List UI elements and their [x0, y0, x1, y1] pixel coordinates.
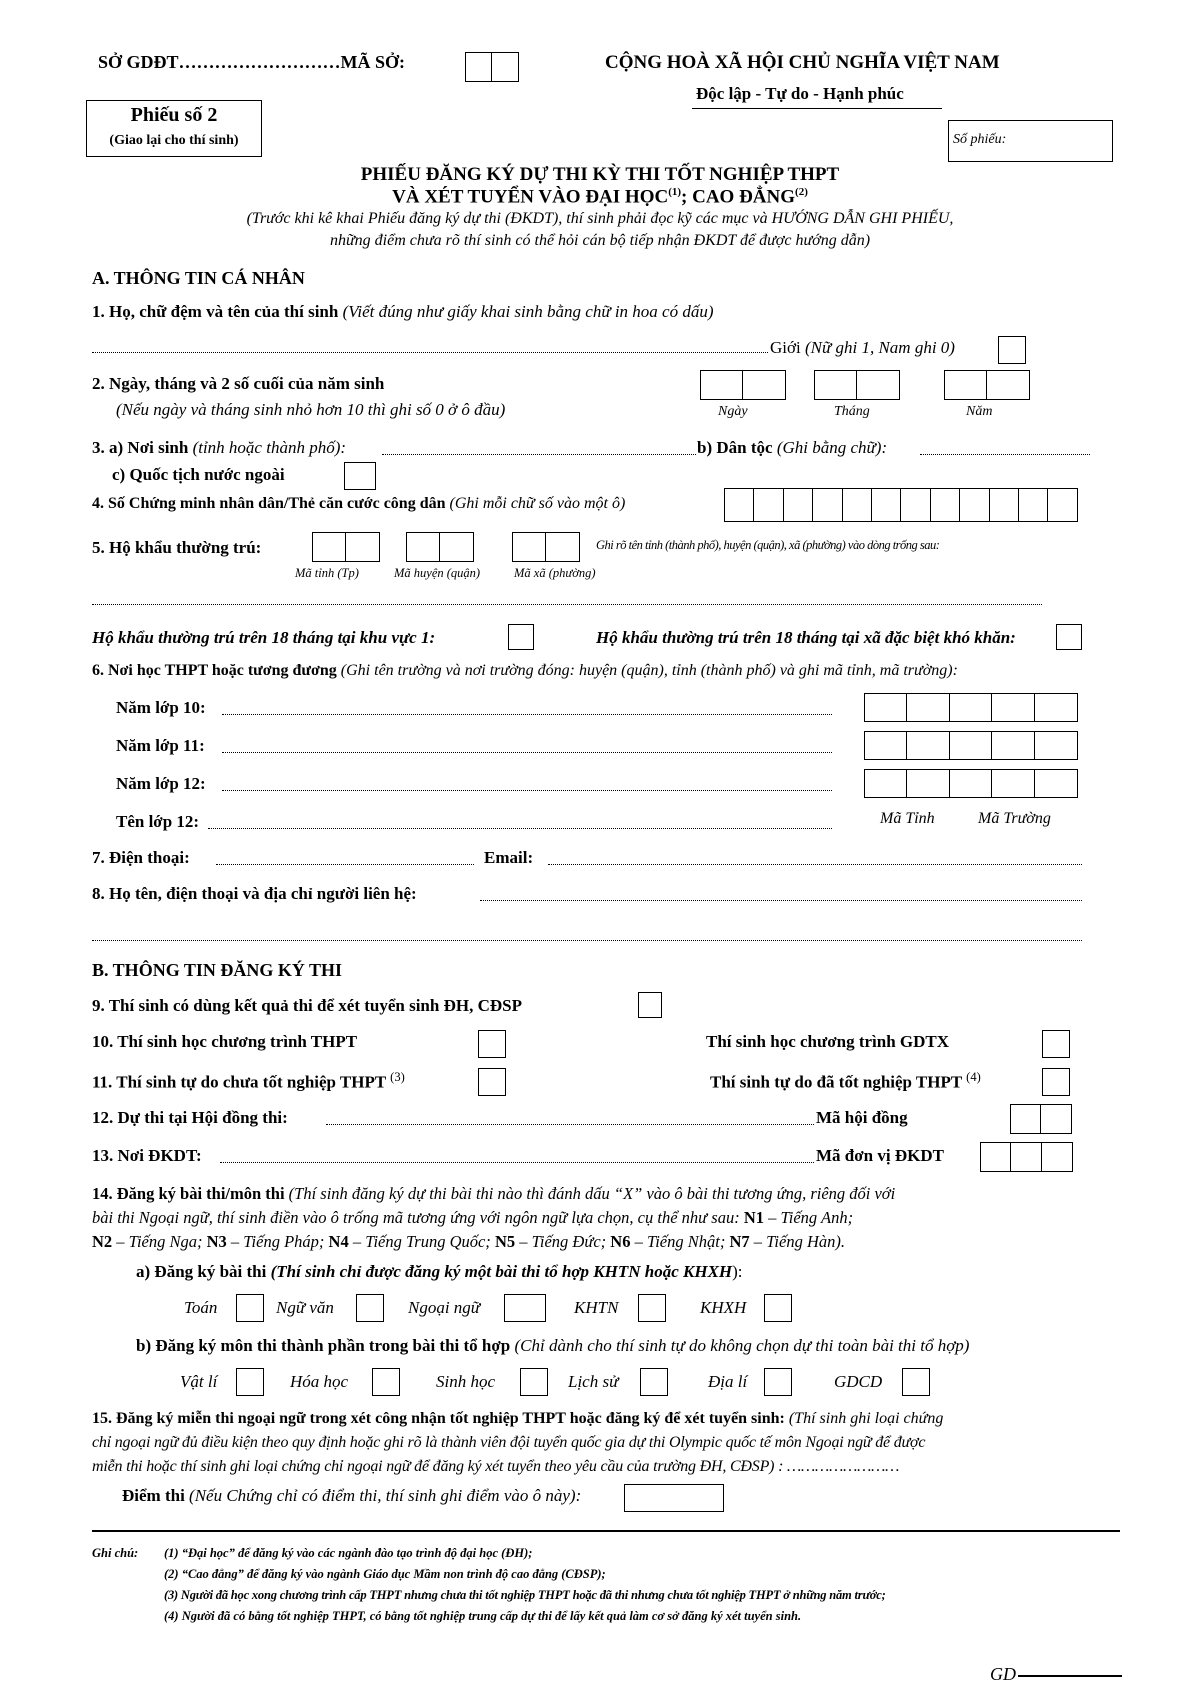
q4-label: 4. Số Chứng minh nhân dân/Thẻ căn cước công dân (Ghi mỗi chữ số vào một ô): [92, 495, 626, 512]
region1-box[interactable]: [508, 624, 534, 650]
grade11-line[interactable]: [222, 752, 832, 753]
council-code-boxes[interactable]: [1010, 1104, 1072, 1134]
q9-box[interactable]: [638, 992, 662, 1018]
q8-contact-label: 8. Họ tên, điện thoại và địa chỉ người liên hệ:: [92, 884, 417, 903]
q15-line1: 15. Đăng ký miễn thi ngoại ngữ trong xét công nhận tốt nghiệp THPT hoặc đăng ký để xét tuyển sinh: (Thí sinh ghi loại chứng: [92, 1410, 944, 1427]
q11-not-graduated-label: 11. Thí sinh tự do chưa tốt nghiệp THPT $^{(3)}$: [92, 1070, 405, 1092]
subject-ngoaingu-box[interactable]: [504, 1294, 546, 1322]
note-4: (4) Người đã có bằng tốt nghiệp THPT, có bằng tốt nghiệp trung cấp dự thi để lấy kết quả làm cơ sở đăng ký xét tuyển sinh.: [164, 1609, 802, 1623]
q3c-label: c) Quốc tịch nước ngoài: [112, 465, 285, 484]
so-gddt-label: SỞ GDĐT………………………MÃ SỞ:: [98, 52, 406, 72]
notes-label: Ghi chú:: [92, 1546, 139, 1560]
gender-box[interactable]: [998, 336, 1026, 364]
subject-hoahoc-label: Hóa học: [290, 1372, 349, 1391]
q6-label: 6. Nơi học THPT hoặc tương đương (Ghi tên trường và nơi trường đóng: huyện (quận), tỉnh (thành phố) và ghi mã tỉnh, mã trường):: [92, 662, 958, 679]
footer-line: [1018, 1675, 1122, 1677]
ma-so-boxes[interactable]: [465, 52, 519, 82]
form-instruction-1: (Trước khi kê khai Phiếu đăng ký dự thi (ĐKDT), thí sinh phải đọc kỹ các mục và HƯỚNG DẪN GHI PHIẾU,: [246, 210, 954, 227]
ethnicity-line[interactable]: [920, 454, 1090, 455]
phieu-so-note: (Giao lại cho thí sinh): [109, 133, 239, 148]
q11-not-graduated-box[interactable]: [478, 1068, 506, 1096]
registration-place-line[interactable]: [220, 1162, 814, 1163]
note-3: (3) Người đã học xong chương trình cấp THPT nhưng chưa thi tốt nghiệp THPT hoặc đã thi nhưng chưa tốt nghiệp THPT ở những năm trước;: [164, 1588, 886, 1602]
subject-gdcd-box[interactable]: [902, 1368, 930, 1396]
q14b-label: b) Đăng ký môn thi thành phần trong bài thi tổ hợp (Chỉ dành cho thí sinh tự do không chọn dự thi toàn bài thi tổ hợp): [136, 1336, 970, 1355]
commune-code-boxes[interactable]: [512, 532, 580, 562]
province-code-caption: Mã tỉnh (Tp): [295, 566, 359, 580]
province-code-boxes[interactable]: [312, 532, 380, 562]
registration-unit-boxes[interactable]: [980, 1142, 1073, 1172]
grade12-label: Năm lớp 12:: [116, 774, 206, 793]
subject-khtn-label: KHTN: [574, 1298, 619, 1317]
subject-vatli-box[interactable]: [236, 1368, 264, 1396]
year-caption: Năm: [966, 404, 993, 419]
grade10-label: Năm lớp 10:: [116, 698, 206, 717]
q5-note: Ghi rõ tên tỉnh (thành phố), huyện (quận), xã (phường) vào dòng trống sau:: [596, 538, 940, 552]
district-code-caption: Mã huyện (quận): [394, 566, 481, 580]
subject-sinhhoc-box[interactable]: [520, 1368, 548, 1396]
subject-lichsu-box[interactable]: [640, 1368, 668, 1396]
class12-name-label: Tên lớp 12:: [116, 812, 200, 831]
q7-phone-label: 7. Điện thoại:: [92, 848, 190, 867]
q14-line2: bài thi Ngoại ngữ, thí sinh điền vào ô trống mã tương ứng với ngôn ngữ lựa chọn, cụ thể như sau: N1 – Tiếng Anh;: [92, 1208, 854, 1227]
subject-toan-box[interactable]: [236, 1294, 264, 1322]
subject-hoahoc-box[interactable]: [372, 1368, 400, 1396]
district-code-boxes[interactable]: [406, 532, 474, 562]
q9-label: 9. Thí sinh có dùng kết quả thi để xét tuyển sinh ĐH, CĐSP: [92, 996, 522, 1015]
note-2: (2) “Cao đẳng” để đăng ký vào ngành Giáo dục Mầm non trình độ cao đẳng (CĐSP);: [164, 1567, 606, 1581]
class12-name-line[interactable]: [208, 828, 832, 829]
q10-thpt-label: 10. Thí sinh học chương trình THPT: [92, 1032, 358, 1051]
subject-ngoaingu-label: Ngoại ngữ: [408, 1298, 481, 1317]
email-line[interactable]: [548, 864, 1082, 865]
commune-code-caption: Mã xã (phường): [514, 566, 596, 580]
republic-title: CỘNG HOÀ XÃ HỘI CHỦ NGHĨA VIỆT NAM: [605, 52, 1000, 73]
foreign-nationality-box[interactable]: [344, 462, 376, 490]
contact-line-1[interactable]: [480, 900, 1082, 901]
birth-month-boxes[interactable]: [814, 370, 900, 400]
test-score-label: Điểm thi (Nếu Chứng chỉ có điểm thi, thí sinh ghi điểm vào ô này):: [122, 1486, 582, 1505]
q10-gdtx-label: Thí sinh học chương trình GDTX: [706, 1032, 950, 1051]
q13-label: 13. Nơi ĐKDT:: [92, 1146, 202, 1165]
subject-toan-label: Toán: [184, 1298, 218, 1317]
grade11-code-boxes[interactable]: [864, 731, 1078, 760]
birth-year-boxes[interactable]: [944, 370, 1030, 400]
test-score-box[interactable]: [624, 1484, 724, 1512]
q11-graduated-box[interactable]: [1042, 1068, 1070, 1096]
so-phieu-label: Số phiếu:: [953, 132, 1007, 147]
address-line[interactable]: [92, 604, 1042, 605]
q14a-label: a) Đăng ký bài thi (Thí sinh chỉ được đăng ký một bài thi tổ hợp KHTN hoặc KHXH):: [136, 1262, 743, 1281]
q10-gdtx-box[interactable]: [1042, 1030, 1070, 1058]
phieu-so-title: Phiếu số 2: [130, 104, 218, 126]
form-title-line2: VÀ XÉT TUYỂN VÀO ĐẠI HỌC$^{(1)}$; CAO ĐẲNG$^{(2)}$: [392, 186, 808, 208]
province-code-caption-2: Mã Tỉnh: [880, 810, 935, 827]
q3a-label: 3. a) Nơi sinh (tỉnh hoặc thành phố):: [92, 438, 347, 457]
q5-label: 5. Hộ khẩu thường trú:: [92, 538, 262, 557]
q15-line2: chỉ ngoại ngữ đủ điều kiện theo quy định hoặc ghi rõ là thành viên đội tuyển quốc gia dự thi Olympic quốc tế môn Ngoại ngữ để được: [92, 1434, 926, 1451]
q3b-label: b) Dân tộc (Ghi bằng chữ):: [697, 438, 888, 457]
footer-code: GD: [990, 1664, 1016, 1684]
separator-line: [92, 1530, 1120, 1532]
subject-khtn-box[interactable]: [638, 1294, 666, 1322]
section-b-heading: B. THÔNG TIN ĐĂNG KÝ THI: [92, 960, 343, 980]
grade12-line[interactable]: [222, 790, 832, 791]
phone-line[interactable]: [216, 864, 474, 865]
q12-label: 12. Dự thi tại Hội đồng thi:: [92, 1108, 288, 1127]
fullname-line[interactable]: [92, 352, 768, 353]
grade12-code-boxes[interactable]: [864, 769, 1078, 798]
grade11-label: Năm lớp 11:: [116, 736, 205, 755]
form-title-line1: PHIẾU ĐĂNG KÝ DỰ THI KỲ THI TỐT NGHIỆP THPT: [360, 164, 840, 185]
special-commune-label: Hộ khẩu thường trú trên 18 tháng tại xã đặc biệt khó khăn:: [596, 628, 1016, 647]
region1-label: Hộ khẩu thường trú trên 18 tháng tại khu vực 1:: [92, 628, 436, 647]
form-instruction-2: những điểm chưa rõ thí sinh có thể hỏi cán bộ tiếp nhận ĐKDT để được hướng dẫn): [329, 232, 871, 249]
note-1: (1) “Đại học” để đăng ký vào các ngành đào tạo trình độ đại học (ĐH);: [164, 1546, 533, 1560]
q15-line3: miễn thi hoặc thí sinh ghi loại chứng chỉ ngoại ngữ để đăng ký xét tuyển theo yêu cầu của trường ĐH, CĐSP) : ……………………: [92, 1458, 900, 1475]
birth-day-boxes[interactable]: [700, 370, 786, 400]
motto: Độc lập - Tự do - Hạnh phúc: [696, 84, 904, 103]
subject-nguvan-label: Ngữ văn: [276, 1298, 334, 1317]
q1-label: 1. Họ, chữ đệm và tên của thí sinh (Viết đúng như giấy khai sinh bằng chữ in hoa có dấu): [92, 302, 714, 321]
month-caption: Tháng: [834, 404, 870, 419]
email-label: Email:: [484, 848, 534, 867]
birthplace-line[interactable]: [382, 454, 696, 455]
grade10-line[interactable]: [222, 714, 832, 715]
registration-unit-label: Mã đơn vị ĐKDT: [816, 1146, 944, 1165]
day-caption: Ngày: [718, 404, 748, 419]
q11-graduated-label: Thí sinh tự do đã tốt nghiệp THPT $^{(4)}$: [710, 1070, 981, 1092]
subject-khxh-label: KHXH: [700, 1298, 747, 1317]
subject-khxh-box[interactable]: [764, 1294, 792, 1322]
q14-line1: 14. Đăng ký bài thi/môn thi (Thí sinh đăng ký dự thi bài thi nào thì đánh dấu “X” vào ô bài thi tương ứng, riêng đối với: [92, 1184, 896, 1203]
q14-line3: N2 – Tiếng Nga; N3 – Tiếng Pháp; N4 – Tiếng Trung Quốc; N5 – Tiếng Đức; N6 – Tiếng Nhật; N7 – Tiếng Hàn).: [92, 1232, 845, 1251]
section-a-heading: A. THÔNG TIN CÁ NHÂN: [92, 268, 305, 288]
q10-thpt-box[interactable]: [478, 1030, 506, 1058]
q2-note: (Nếu ngày và tháng sinh nhỏ hơn 10 thì ghi số 0 ở ô đầu): [116, 400, 506, 419]
grade10-code-boxes[interactable]: [864, 693, 1078, 722]
subject-diali-box[interactable]: [764, 1368, 792, 1396]
subject-nguvan-box[interactable]: [356, 1294, 384, 1322]
council-code-label: Mã hội đồng: [816, 1108, 908, 1127]
q2-label: 2. Ngày, tháng và 2 số cuối của năm sinh: [92, 374, 385, 393]
subject-gdcd-label: GDCD: [834, 1372, 883, 1391]
subject-sinhhoc-label: Sinh học: [436, 1372, 496, 1391]
school-code-caption: Mã Trường: [978, 810, 1051, 827]
gender-label: Giới (Nữ ghi 1, Nam ghi 0): [770, 338, 955, 357]
id-number-boxes[interactable]: [724, 488, 1078, 522]
subject-vatli-label: Vật lí: [180, 1372, 218, 1391]
subject-diali-label: Địa lí: [708, 1372, 748, 1391]
contact-line-2[interactable]: [92, 940, 1082, 941]
special-commune-box[interactable]: [1056, 624, 1082, 650]
motto-underline: [692, 108, 942, 109]
exam-council-line[interactable]: [326, 1124, 814, 1125]
subject-lichsu-label: Lịch sử: [568, 1372, 619, 1391]
